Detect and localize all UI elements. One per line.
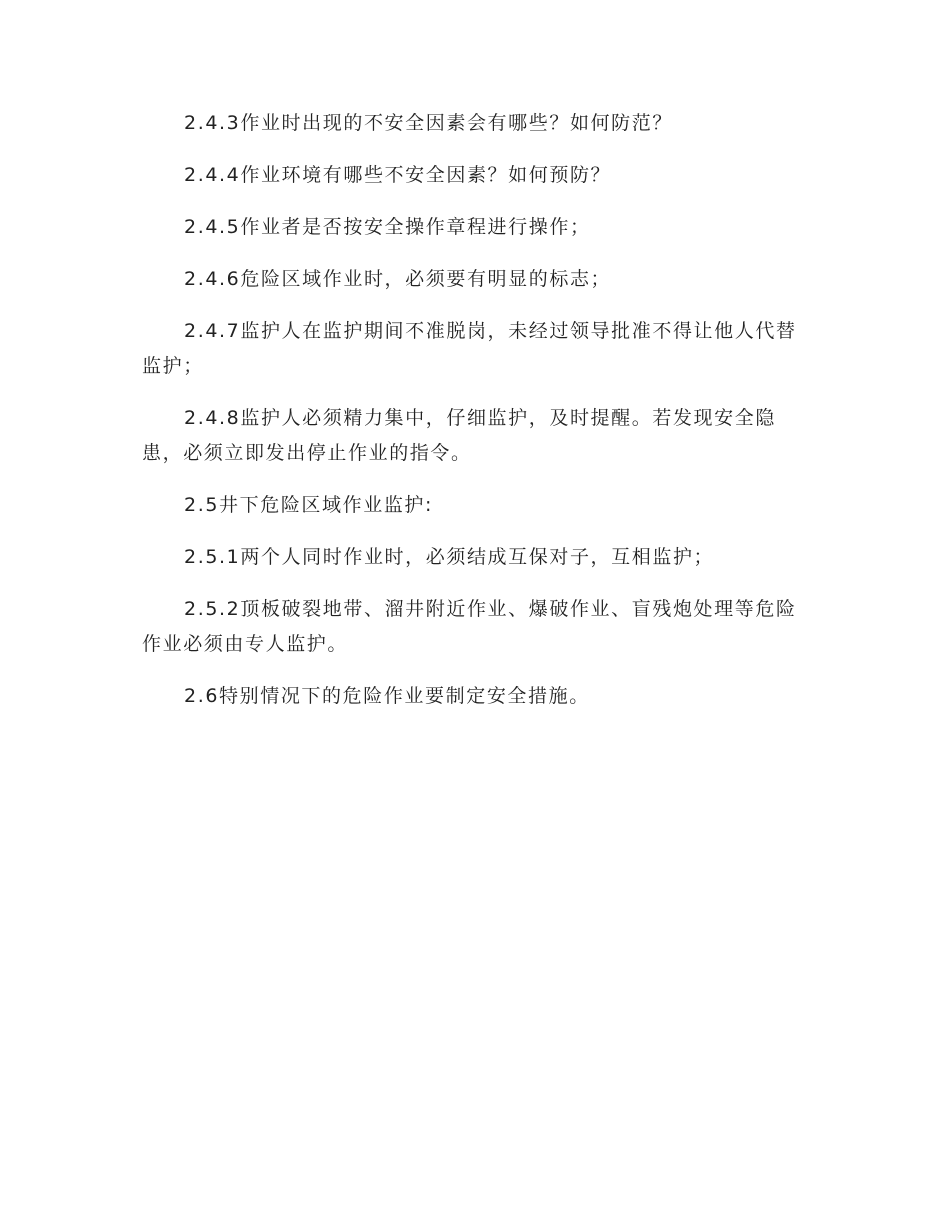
paragraph-2-5-heading: 2.5井下危险区域作业监护:	[184, 494, 434, 516]
paragraph-2-6: 2.6特别情况下的危险作业要制定安全措施。	[184, 685, 590, 707]
paragraph-2-5-1: 2.5.1两个人同时作业时，必须结成互保对子，互相监护；	[184, 546, 715, 568]
paragraph-2-4-3: 2.4.3作业时出现的不安全因素会有哪些？如何防范？	[184, 112, 673, 134]
paragraph-2-4-7: 2.4.7监护人在监护期间不准脱岗，未经过领导批准不得让他人代替监护；	[142, 320, 797, 377]
document-body	[142, 106, 810, 714]
paragraph-2-4-5: 2.4.5作业者是否按安全操作章程进行操作；	[184, 216, 591, 238]
paragraph-2-4-8: 2.4.8监护人必须精力集中，仔细监护，及时提醒。若发现安全隐患，必须立即发出停止作业的指令。	[142, 407, 776, 464]
paragraph-2-4-6: 2.4.6危险区域作业时，必须要有明显的标志；	[184, 268, 612, 290]
paragraph-2-4-4: 2.4.4作业环境有哪些不安全因素？如何预防？	[184, 164, 612, 186]
paragraph-2-5-2: 2.5.2顶板破裂地带、溜井附近作业、爆破作业、盲残炮处理等危险作业必须由专人监护。	[142, 598, 797, 655]
